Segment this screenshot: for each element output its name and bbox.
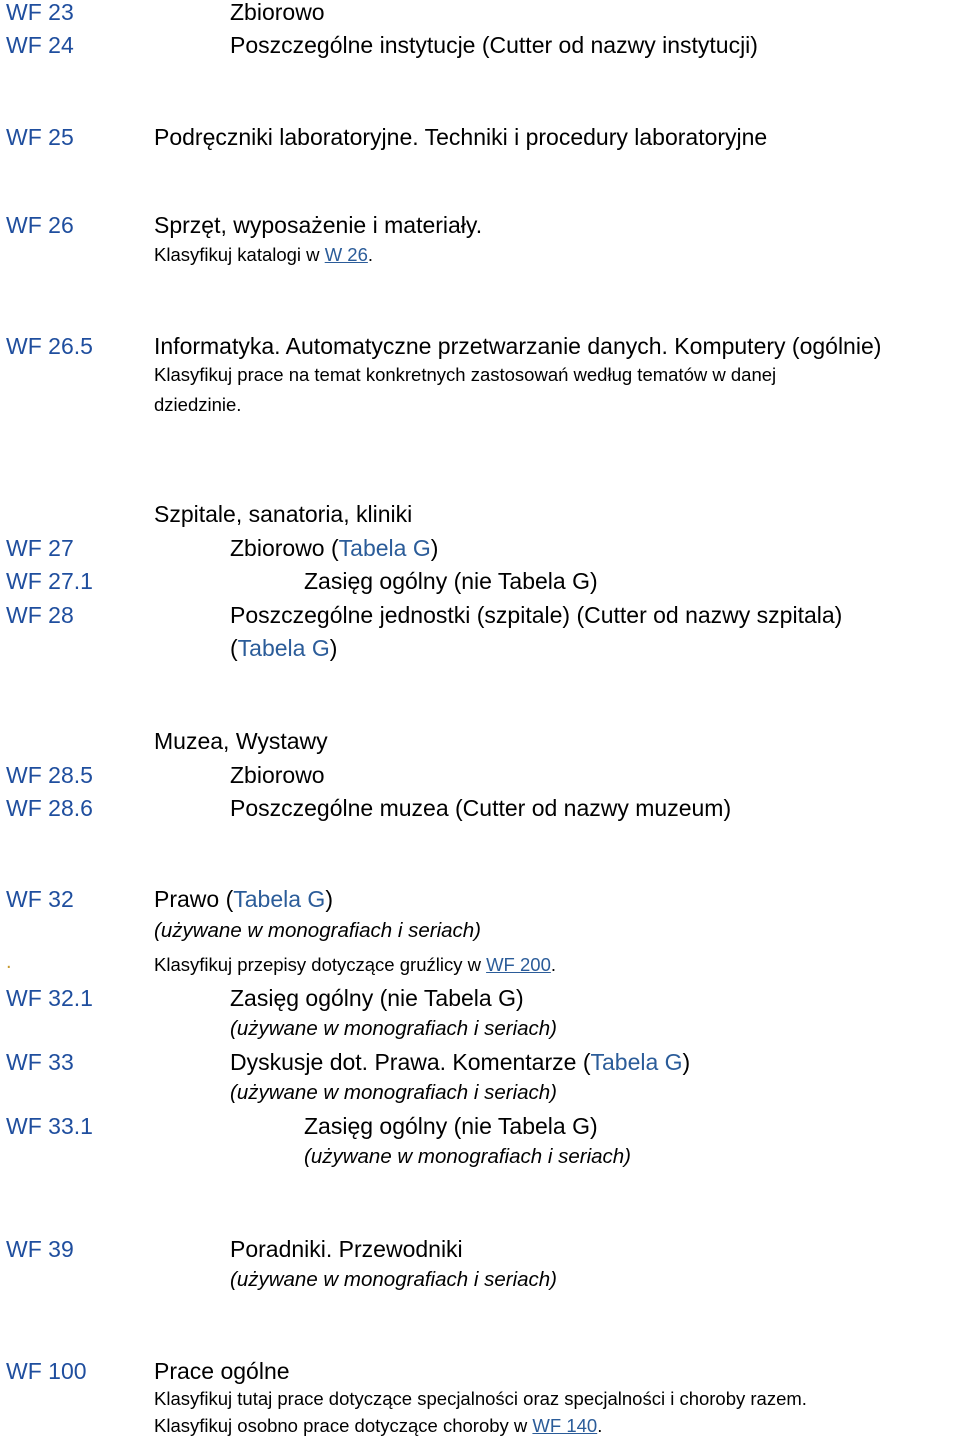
code-wf33: WF 33: [6, 1049, 74, 1075]
entry-wf26: Sprzęt, wyposażenie i materiały.: [154, 212, 483, 238]
usage-note: (używane w monografiach i seriach): [304, 1145, 631, 1168]
note-wf100-line1: Klasyfikuj tutaj prace dotyczące specjalności oraz specjalności i choroby razem.: [154, 1388, 807, 1409]
code-wf32: WF 32: [6, 886, 74, 912]
note-wf26-5-line2: dziedzinie.: [154, 394, 242, 415]
link-tabela-g[interactable]: Tabela G: [590, 1049, 683, 1075]
code-wf26-5: WF 26.5: [6, 333, 93, 359]
code-wf25: WF 25: [6, 124, 74, 150]
note-wf26-5-line1: Klasyfikuj prace na temat konkretnych zastosowań według tematów w danej: [154, 364, 777, 385]
code-wf24: WF 24: [6, 32, 74, 58]
entry-wf24: Poszczególne instytucje (Cutter od nazwy instytucji): [230, 32, 758, 58]
entry-wf100: Prace ogólne: [154, 1358, 290, 1384]
usage-note: (używane w monografiach i seriach): [230, 1081, 557, 1104]
usage-note: (używane w monografiach i seriach): [230, 1268, 557, 1291]
entry-wf28-6: Poszczególne muzea (Cutter od nazwy muzeum): [230, 795, 732, 821]
entry-wf39: Poradniki. Przewodniki: [230, 1236, 463, 1262]
code-wf28-5: WF 28.5: [6, 762, 93, 788]
entry-wf33-1: Zasięg ogólny (nie Tabela G): [304, 1113, 598, 1139]
entry-wf33: Dyskusje dot. Prawa. Komentarze (Tabela G): [230, 1049, 691, 1075]
entry-wf25: Podręczniki laboratoryjne. Techniki i procedury laboratoryjne: [154, 124, 768, 150]
code-wf26: WF 26: [6, 212, 74, 238]
note-wf32: Klasyfikuj przepisy dotyczące gruźlicy w WF 200.: [154, 954, 557, 975]
code-wf33-1: WF 33.1: [6, 1113, 93, 1139]
note-wf26: Klasyfikuj katalogi w W 26.: [154, 244, 374, 265]
code-wf27: WF 27: [6, 535, 74, 561]
code-wf28: WF 28: [6, 602, 74, 628]
heading-muzea: Muzea, Wystawy: [154, 728, 328, 754]
code-wf28-6: WF 28.6: [6, 795, 93, 821]
link-tabela-g[interactable]: Tabela G: [237, 635, 330, 661]
bullet-dot: .: [6, 951, 12, 973]
entry-wf23: Zbiorowo: [230, 0, 325, 25]
code-wf100: WF 100: [6, 1358, 87, 1384]
entry-wf26-5: Informatyka. Automatyczne przetwarzanie danych. Komputery (ogólnie): [154, 333, 882, 359]
entry-wf27-1: Zasięg ogólny (nie Tabela G): [304, 568, 598, 594]
usage-note: (używane w monografiach i seriach): [154, 919, 481, 942]
code-wf27-1: WF 27.1: [6, 568, 93, 594]
entry-wf28: Poszczególne jednostki (szpitale) (Cutter od nazwy szpitala): [230, 602, 843, 628]
link-tabela-g[interactable]: Tabela G: [338, 535, 431, 561]
usage-note: (używane w monografiach i seriach): [230, 1017, 557, 1040]
entry-wf28-tabela: (Tabela G): [230, 635, 338, 661]
code-wf39: WF 39: [6, 1236, 74, 1262]
code-wf23: WF 23: [6, 0, 74, 25]
heading-szpitale: Szpitale, sanatoria, kliniki: [154, 501, 413, 527]
entry-wf32-1: Zasięg ogólny (nie Tabela G): [230, 985, 524, 1011]
entry-wf32: Prawo (Tabela G): [154, 886, 333, 912]
entry-wf28-5: Zbiorowo: [230, 762, 325, 788]
link-w26[interactable]: W 26: [324, 244, 368, 265]
link-wf140[interactable]: WF 140: [532, 1415, 598, 1436]
link-tabela-g[interactable]: Tabela G: [233, 886, 326, 912]
note-wf100-line2: Klasyfikuj osobno prace dotyczące choroby w WF 140.: [154, 1415, 603, 1436]
code-wf32-1: WF 32.1: [6, 985, 93, 1011]
link-wf200[interactable]: WF 200: [486, 954, 551, 975]
entry-wf27: Zbiorowo (Tabela G): [230, 535, 439, 561]
